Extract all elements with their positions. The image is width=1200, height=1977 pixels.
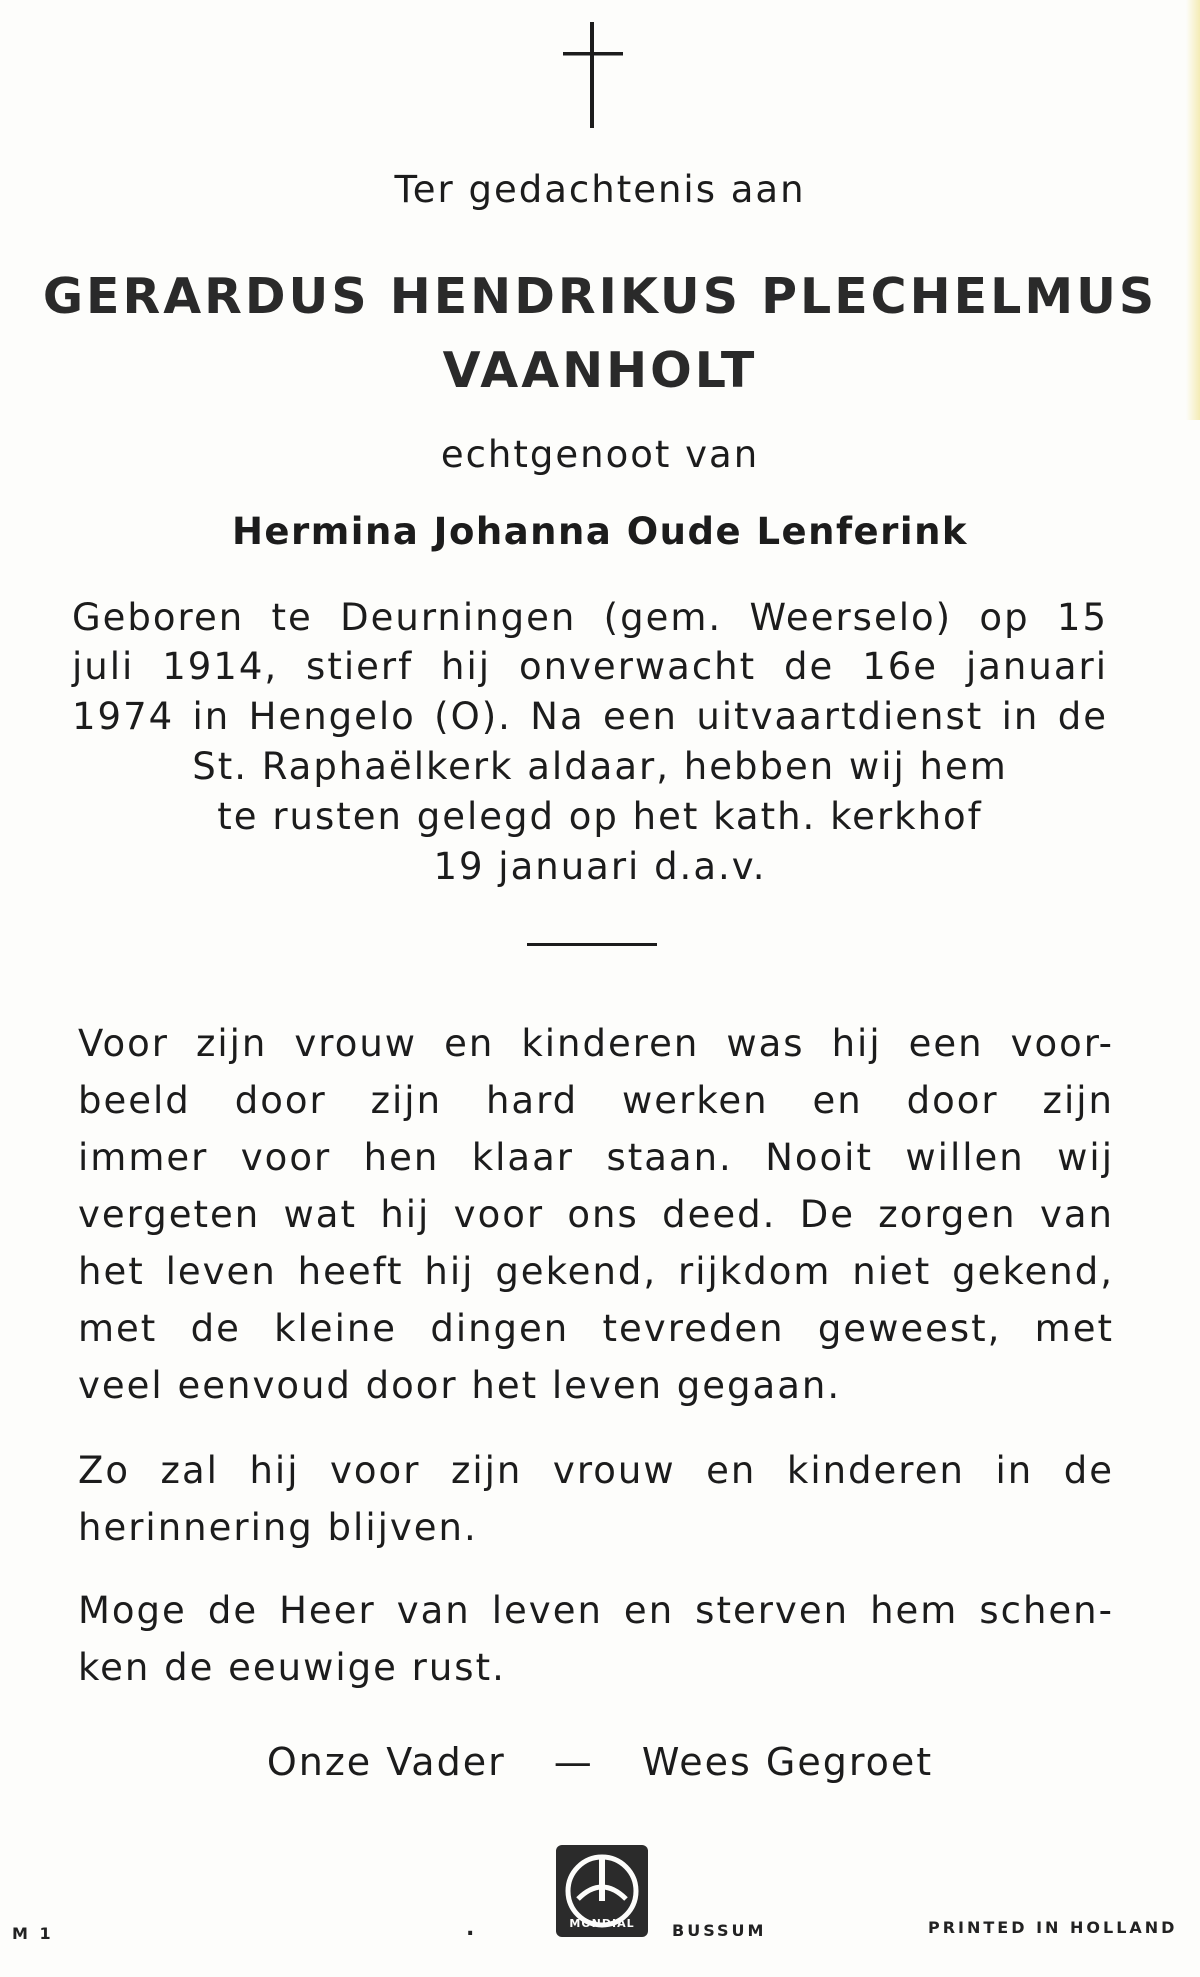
- spouse-name: Hermina Johanna Oude Lenferink: [231, 510, 969, 553]
- memory-line: herinnering blijven.: [78, 1506, 478, 1549]
- bio-line: St. Raphaëlkerk aldaar, hebben wij hem: [192, 745, 1008, 788]
- tribute-line: beeld door zijn hard werken en door zijn: [78, 1079, 1114, 1122]
- cross-icon: [563, 22, 623, 128]
- tribute-paragraph: [78, 1022, 1114, 1421]
- deceased-name-line1: GERARDUS HENDRIKUS PLECHELMUS: [42, 268, 1158, 325]
- tribute-line: veel eenvoud door het leven gegaan.: [78, 1364, 842, 1407]
- blessing-paragraph: [78, 1589, 1114, 1703]
- tribute-line: het leven heeft hij gekend, rijkdom niet gekend,: [78, 1250, 1114, 1293]
- bio-line: Geboren te Deurningen (gem. Weerselo) op 15: [72, 596, 1108, 639]
- bio-line: te rusten gelegd op het kath. kerkhof: [217, 795, 983, 838]
- tribute-line: vergeten wat hij voor ons deed. De zorgen van: [78, 1193, 1114, 1236]
- prayer-hail-mary: Wees Gegroet: [641, 1740, 934, 1784]
- prayer-our-father: Onze Vader: [266, 1740, 506, 1784]
- bio-line: 19 januari d.a.v.: [433, 845, 767, 888]
- memory-line: Zo zal hij voor zijn vrouw en kinderen in de: [78, 1449, 1114, 1492]
- memory-paragraph: [78, 1449, 1114, 1563]
- publisher-city: BUSSUM: [672, 1921, 767, 1940]
- print-code: M 1: [12, 1924, 54, 1943]
- printed-in-holland: PRINTED IN HOLLAND: [928, 1918, 1178, 1937]
- spouse-label: echtgenoot van: [440, 433, 760, 476]
- tribute-line: immer voor hen klaar staan. Nooit willen wij: [78, 1136, 1114, 1179]
- mondial-logo-icon: [556, 1845, 648, 1937]
- tribute-line: Voor zijn vrouw en kinderen was hij een voor-: [78, 1022, 1114, 1065]
- blessing-line: ken de eeuwige rust.: [78, 1646, 506, 1689]
- deceased-surname: VAANHOLT: [442, 342, 758, 399]
- svg-text:MONDIAL: MONDIAL: [569, 1917, 635, 1930]
- blessing-line: Moge de Heer van leven en sterven hem schen-: [78, 1589, 1114, 1632]
- bio-line: juli 1914, stierf hij onverwacht de 16e januari: [72, 645, 1108, 688]
- divider: [527, 943, 657, 946]
- prayer-separator: —: [553, 1740, 594, 1784]
- tribute-line: met de kleine dingen tevreden geweest, met: [78, 1307, 1114, 1350]
- intro-text: Ter gedachtenis aan: [394, 168, 806, 211]
- prayers: [0, 1740, 1200, 1784]
- bio-line: 1974 in Hengelo (O). Na een uitvaartdienst in de: [72, 695, 1108, 738]
- footer-dot: .: [466, 1916, 478, 1941]
